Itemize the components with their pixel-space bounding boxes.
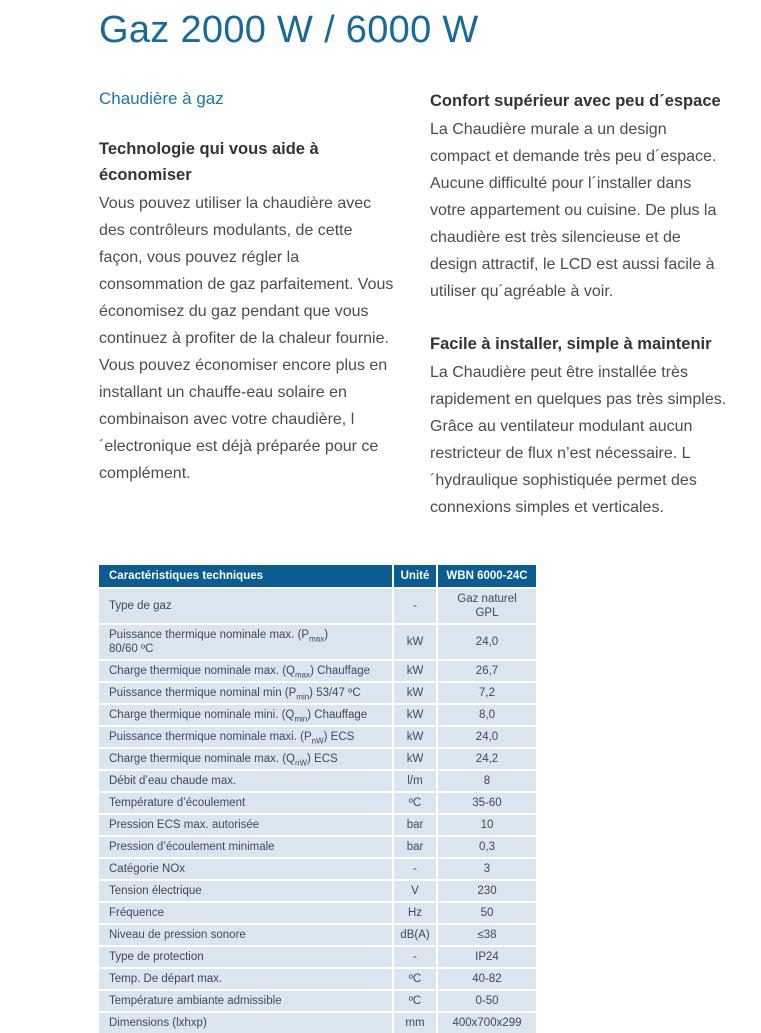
- spec-unit: kW: [392, 683, 436, 703]
- spec-value: 230: [436, 881, 536, 901]
- table-row: [99, 703, 536, 725]
- spec-unit: kW: [392, 625, 436, 659]
- spec-value: IP24: [436, 947, 536, 967]
- category-label: Chaudière à gaz: [99, 89, 224, 108]
- spec-value: 7,2: [436, 683, 536, 703]
- section-facile: [430, 331, 730, 521]
- section-technologie: [99, 136, 399, 487]
- spec-value: 10: [436, 815, 536, 835]
- spec-unit: kW: [392, 661, 436, 681]
- spec-label: Débit d’eau chaude max.: [109, 775, 237, 787]
- spec-label: Temp. De départ max.: [109, 973, 223, 985]
- spec-label: Niveau de pression sonore: [109, 929, 246, 941]
- header-unite: Unité: [392, 565, 436, 587]
- spec-unit: Hz: [392, 903, 436, 923]
- table-row: [99, 681, 536, 703]
- table-row: [99, 769, 536, 791]
- spec-value: 26,7: [436, 661, 536, 681]
- spec-unit: bar: [392, 815, 436, 835]
- section-paragraph: La Chaudière murale a un design compact et demande très peu d´espace. Aucune difficulté pour l´installer dans votre appartement ou cuisine. De plus la chaudière est très silencieuse et de design attractif, le LCD est aussi facile à utiliser qu´agréable à voir.: [430, 121, 717, 300]
- header-model: WBN 6000-24C: [436, 565, 536, 587]
- spec-value: 40-82: [436, 969, 536, 989]
- right-column: [430, 88, 730, 521]
- spec-unit: kW: [392, 727, 436, 747]
- spec-label: Charge thermique nominale mini. $(Q_{min})$ Chauffage: [109, 709, 368, 724]
- spec-table-body: [99, 587, 536, 1033]
- spec-value: 400x700x299: [436, 1013, 536, 1033]
- section-heading: Technologie qui vous aide à économiser: [99, 140, 319, 184]
- spec-unit: bar: [392, 837, 436, 857]
- spec-unit: V: [392, 881, 436, 901]
- section-heading: Facile à installer, simple à maintenir: [430, 335, 712, 353]
- spec-label: Puissance thermique nominale maxi. $(P_{nW})$ ECS: [109, 731, 355, 746]
- spec-unit: l/m: [392, 771, 436, 791]
- header-caracteristiques: Caractéristiques techniques: [109, 570, 264, 582]
- table-row: [99, 623, 536, 659]
- section-paragraph: Vous pouvez utiliser la chaudière avec des contrôleurs modulants, de cette façon, vous pouvez régler la consommation de gaz parfaitement. Vous économisez du gaz pendant que vous continuez à profiter de la chaleur fournie. Vous pouvez économiser encore plus en installant un chauffe-eau solaire en combinaison avec votre chaudière, l´electronique est déjà préparée pour ce complément.: [99, 195, 394, 482]
- spec-label: Tension électrique: [109, 885, 202, 897]
- table-header-row: [99, 565, 536, 587]
- table-row: [99, 747, 536, 769]
- table-row: [99, 879, 536, 901]
- spec-value: 50: [436, 903, 536, 923]
- table-row: [99, 989, 536, 1011]
- table-row: [99, 967, 536, 989]
- table-row: [99, 813, 536, 835]
- spec-value: 0-50: [436, 991, 536, 1011]
- spec-label: Pression d’écoulement minimale: [109, 841, 275, 853]
- section-heading: Confort supérieur avec peu d´espace: [430, 92, 721, 110]
- spec-value: ≤38: [436, 925, 536, 945]
- spec-table: [99, 565, 536, 1033]
- page-title: Gaz 2000 W / 6000 W: [99, 9, 479, 51]
- section-paragraph: La Chaudière peut être installée très rapidement en quelques pas très simples. Grâce au ventilateur modulant aucun restricteur de flux n’est nécessaire. L´hydraulique sophistiquée permet des connexions simples et verticales.: [430, 364, 727, 516]
- table-row: [99, 857, 536, 879]
- spec-label: Puissance thermique nominale max. $(P_{max})$ 80/60 ºC: [109, 629, 329, 655]
- spec-label: Charge thermique nominale max. $(Q_{max})$ Chauffage: [109, 665, 371, 680]
- table-row: [99, 791, 536, 813]
- spec-unit: ºC: [392, 793, 436, 813]
- spec-unit: kW: [392, 705, 436, 725]
- spec-value: 3: [436, 859, 536, 879]
- spec-label: Puissance thermique nominal $\min (P_{min})$ 53/47 ºC: [109, 687, 361, 702]
- spec-label: Fréquence: [109, 907, 164, 919]
- spec-label: Température d’écoulement: [109, 797, 246, 809]
- table-row: [99, 587, 536, 623]
- spec-value: 24,2: [436, 749, 536, 769]
- table-row: [99, 835, 536, 857]
- two-column-layout: [99, 88, 731, 521]
- spec-label: Dimensions (lxhxp): [109, 1017, 207, 1029]
- spec-unit: mm: [392, 1013, 436, 1033]
- spec-value: 24,0: [436, 727, 536, 747]
- spec-label: Catégorie NOx: [109, 863, 186, 875]
- spec-unit: ºC: [392, 969, 436, 989]
- table-row: [99, 923, 536, 945]
- table-row: [99, 1011, 536, 1033]
- left-column: [99, 88, 399, 521]
- table-row: [99, 659, 536, 681]
- table-row: [99, 725, 536, 747]
- spec-label: Température ambiante admissible: [109, 995, 282, 1007]
- spec-value: 0,3: [436, 837, 536, 857]
- spec-value: 8,0: [436, 705, 536, 725]
- spec-unit: -: [392, 947, 436, 967]
- spec-value: 24,0: [436, 625, 536, 659]
- spec-unit: ºC: [392, 991, 436, 1011]
- spec-unit: dB(A): [392, 925, 436, 945]
- table-row: [99, 901, 536, 923]
- spec-label: Type de protection: [109, 951, 204, 963]
- spec-value: 35-60: [436, 793, 536, 813]
- spec-label: Pression ECS max. autorisée: [109, 819, 260, 831]
- spec-label: Charge thermique nominale max. $(Q_{nW})$ ECS: [109, 753, 338, 768]
- spec-value: Gaz naturel GPL: [436, 589, 536, 623]
- table-row: [99, 945, 536, 967]
- spec-unit: -: [392, 859, 436, 879]
- spec-unit: -: [392, 589, 436, 623]
- spec-unit: kW: [392, 749, 436, 769]
- section-confort: [430, 88, 730, 305]
- spec-label: Type de gaz: [109, 600, 172, 612]
- spec-value: 8: [436, 771, 536, 791]
